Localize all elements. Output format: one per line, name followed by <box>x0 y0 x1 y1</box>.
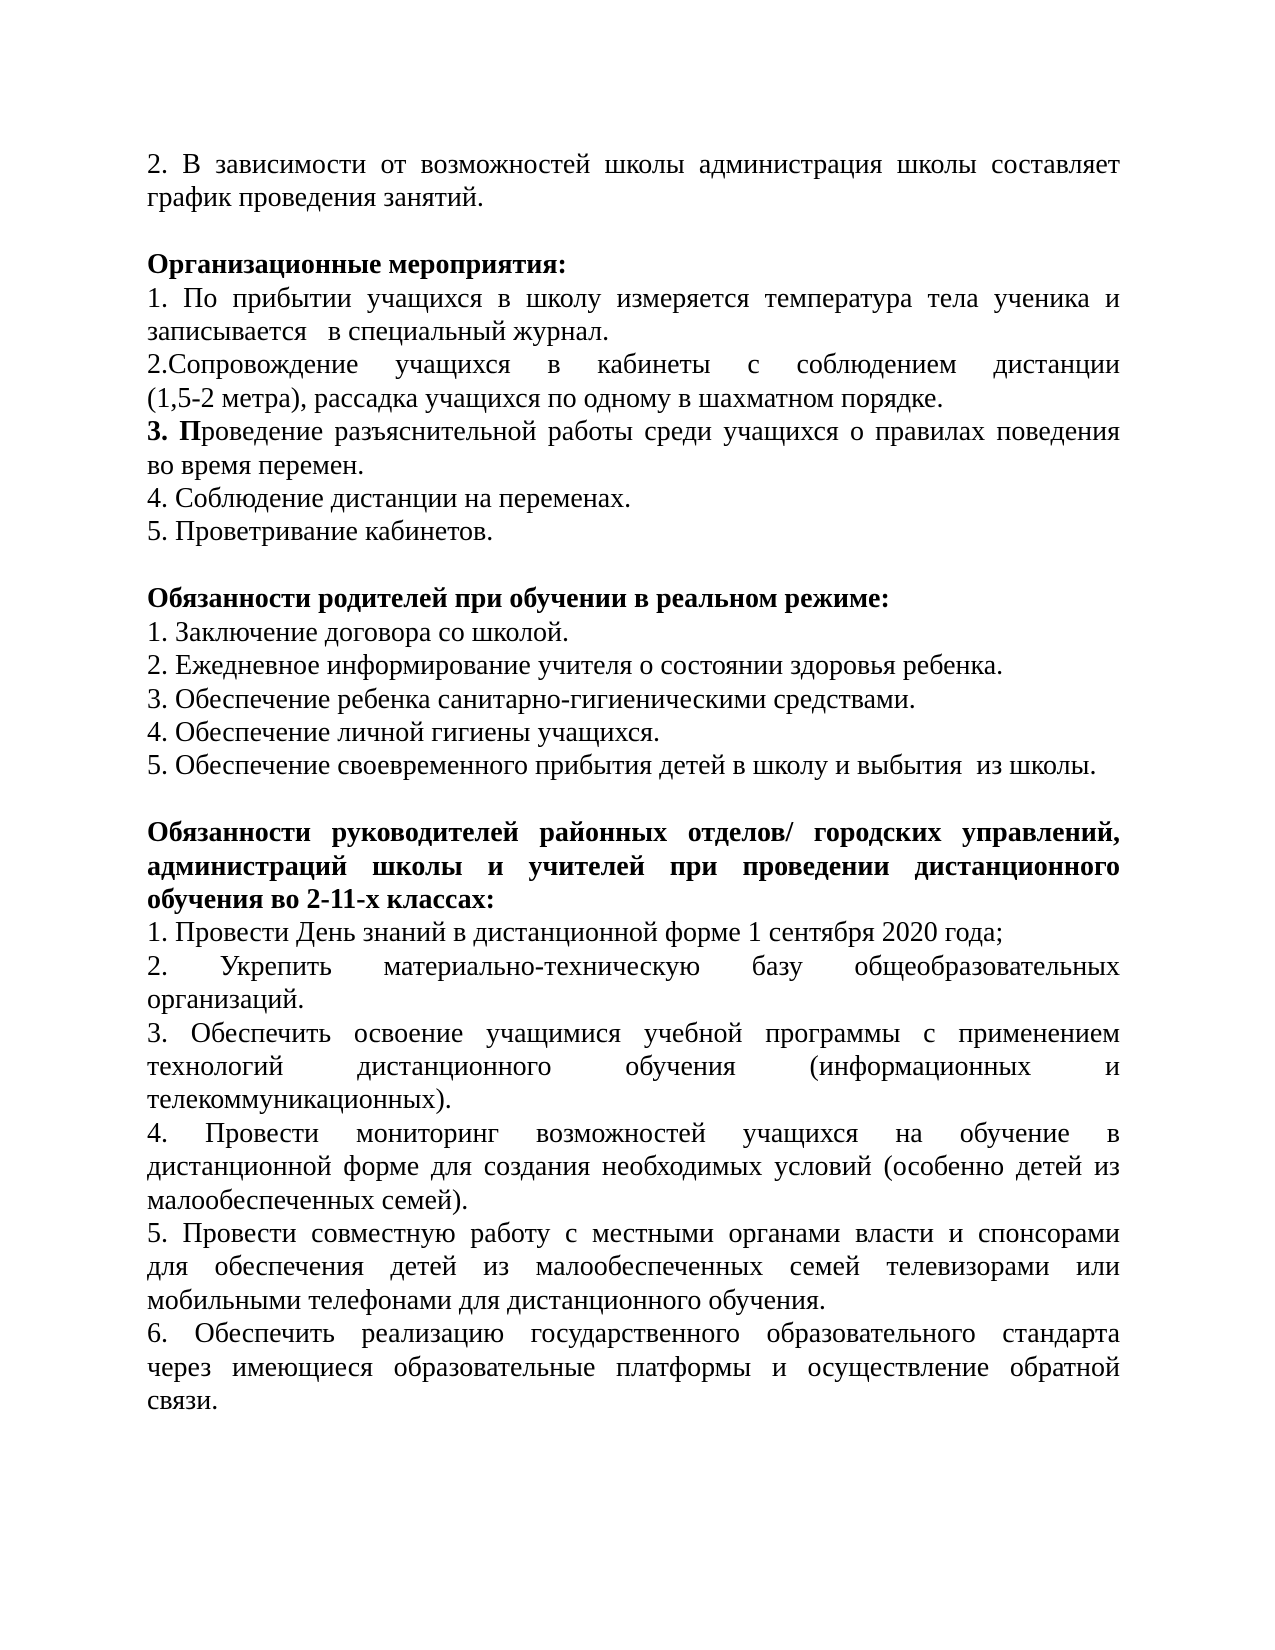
text-segment: 5. Проветривание кабинетов. <box>147 516 494 548</box>
paragraph-line <box>147 1317 1120 1350</box>
text-segment: администраций школы и учителей при проведении дистанционного <box>147 850 1120 882</box>
text-segment: технологий дистанционного обучения (информационных и <box>147 1050 1120 1082</box>
text-segment: роведение разъяснительной работы среди учащихся о правилах поведения <box>200 416 1120 448</box>
text-segment: 3. Обеспечение ребенка санитарно-гигиеническими средствами. <box>147 683 916 715</box>
paragraph-line <box>147 1250 1120 1283</box>
text-segment: 4. Обеспечение личной гигиены учащихся. <box>147 716 660 748</box>
paragraph-line <box>147 1217 1120 1250</box>
heading-line <box>147 816 1120 849</box>
text-segment: записывается в специальный журнал. <box>147 316 610 348</box>
paragraph-line <box>147 449 1120 482</box>
heading-line <box>147 248 1120 281</box>
paragraph-line <box>147 1184 1120 1217</box>
paragraph-line <box>147 983 1120 1016</box>
text-segment: 3. Обеспечить освоение учащимися учебной программы с применением <box>147 1017 1120 1049</box>
paragraph-line <box>147 282 1120 315</box>
text-segment: телекоммуникационных). <box>147 1084 452 1116</box>
text-segment: обучения во 2-11-х классах: <box>147 883 495 915</box>
text-segment: Организационные мероприятия: <box>147 249 567 281</box>
text-segment: 4. Провести мониторинг возможностей учащихся на обучение в <box>147 1117 1120 1149</box>
paragraph-line <box>147 1150 1120 1183</box>
paragraph-line <box>147 515 1120 548</box>
paragraph-line <box>147 1284 1120 1317</box>
text-segment: связи. <box>147 1385 219 1417</box>
blank-line <box>147 549 1120 582</box>
paragraph-line <box>147 181 1120 214</box>
text-segment: Обязанности родителей при обучении в реальном режиме: <box>147 583 890 615</box>
paragraph-line <box>147 649 1120 682</box>
text-segment: 1. Провести День знаний в дистанционной форме 1 сентября 2020 года; <box>147 917 1004 949</box>
paragraph-line <box>147 1351 1120 1384</box>
paragraph-line <box>147 415 1120 448</box>
document-content <box>147 148 1120 1417</box>
paragraph-line <box>147 1384 1120 1417</box>
text-segment: для обеспечения детей из малообеспеченных семей телевизорами или <box>147 1251 1120 1283</box>
paragraph-line <box>147 1083 1120 1116</box>
text-segment: 6. Обеспечить реализацию государственного образовательного стандарта <box>147 1318 1120 1350</box>
text-segment: 2.Сопровождение учащихся в кабинеты с соблюдением дистанции <box>147 349 1120 381</box>
paragraph-line <box>147 148 1120 181</box>
text-segment: дистанционной форме для создания необходимых условий (особенно детей из <box>147 1151 1120 1183</box>
text-segment: через имеющиеся образовательные платформы и осуществление обратной <box>147 1351 1120 1383</box>
text-segment: 5. Провести совместную работу с местными органами власти и спонсорами <box>147 1218 1120 1249</box>
paragraph-line <box>147 482 1120 515</box>
heading-line <box>147 582 1120 615</box>
text-segment: 2. Укрепить материально-техническую базу общеобразовательных <box>147 950 1120 982</box>
paragraph-line <box>147 382 1120 415</box>
paragraph-line <box>147 348 1120 381</box>
paragraph-line <box>147 950 1120 983</box>
heading-line <box>147 850 1120 883</box>
text-segment: Обязанности руководителей районных отделов/ городских управлений, <box>147 817 1120 849</box>
heading-line <box>147 883 1120 916</box>
paragraph-line <box>147 716 1120 749</box>
text-segment: (1,5-2 метра), рассадка учащихся по одному в шахматном порядке. <box>147 382 944 414</box>
text-segment: мобильными телефонами для дистанционного обучения. <box>147 1284 826 1316</box>
paragraph-line <box>147 315 1120 348</box>
text-segment: 1. Заключение договора со школой. <box>147 616 570 648</box>
text-segment: 4. Соблюдение дистанции на переменах. <box>147 483 632 515</box>
paragraph-line <box>147 749 1120 782</box>
text-segment: 2. В зависимости от возможностей школы администрация школы составляет <box>147 149 1120 180</box>
paragraph-line <box>147 616 1120 649</box>
text-segment: 1. По прибытии учащихся в школу измеряется температура тела ученика и <box>147 282 1120 314</box>
text-segment: малообеспеченных семей). <box>147 1184 469 1216</box>
text-segment: график проведения занятий. <box>147 182 484 214</box>
text-segment: 2. Ежедневное информирование учителя о состоянии здоровья ребенка. <box>147 650 1004 682</box>
paragraph-line <box>147 916 1120 949</box>
text-segment: 5. Обеспечение своевременного прибытия детей в школу и выбытия из школы. <box>147 750 1097 782</box>
paragraph-line <box>147 1017 1120 1050</box>
blank-line <box>147 215 1120 248</box>
blank-line <box>147 783 1120 816</box>
paragraph-line <box>147 683 1120 716</box>
text-segment: во время перемен. <box>147 449 365 481</box>
paragraph-line <box>147 1050 1120 1083</box>
paragraph-line <box>147 1117 1120 1150</box>
text-segment: организаций. <box>147 984 305 1016</box>
text-segment: 3. П <box>147 416 201 448</box>
